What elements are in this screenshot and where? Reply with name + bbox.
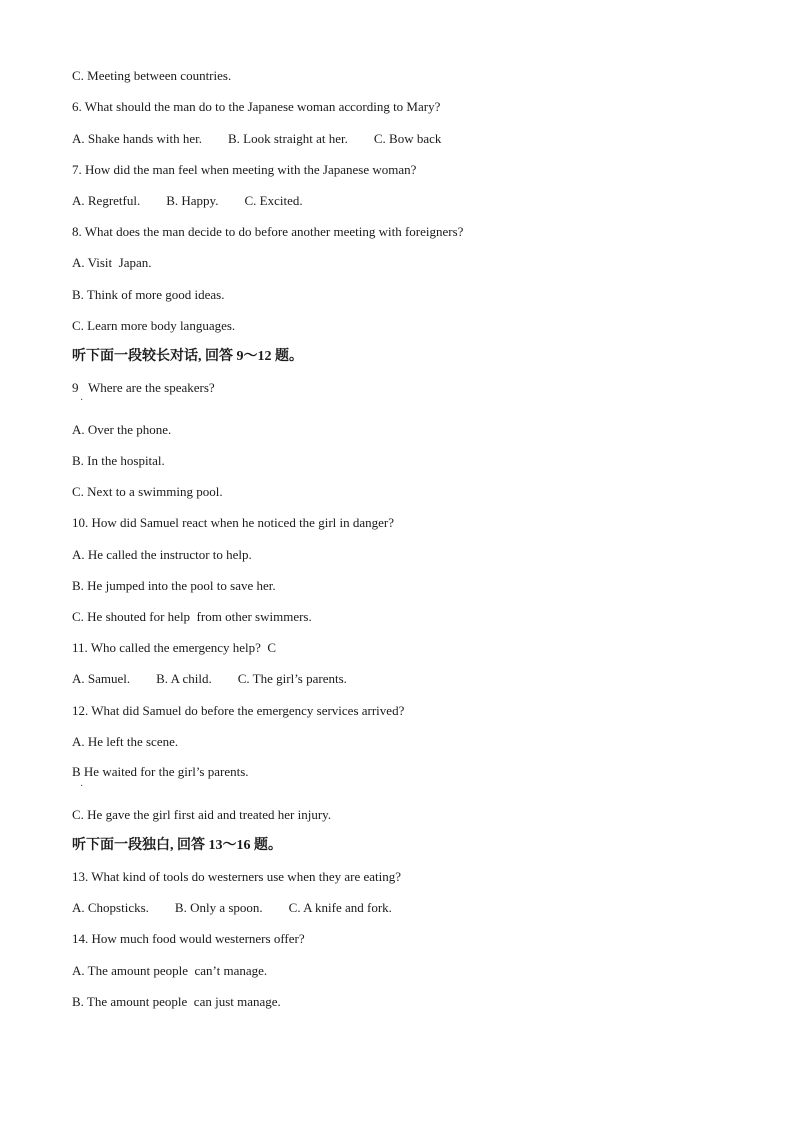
option-line: A. Regretful. B. Happy. C. Excited. bbox=[72, 193, 303, 208]
option-line: B. He jumped into the pool to save her. bbox=[72, 578, 276, 593]
option-line: A. The amount people can’t manage. bbox=[72, 963, 268, 978]
option-line: B He waited for the girl’s parents. bbox=[72, 764, 249, 779]
option-line: C. He shouted for help from other swimmers. bbox=[72, 609, 312, 624]
question-line: 13. What kind of tools do westerners use when they are eating? bbox=[72, 869, 401, 884]
option-line: A. Samuel. B. A child. C. The girl’s parents. bbox=[72, 671, 347, 686]
option-line: C. Meeting between countries. bbox=[72, 68, 232, 83]
section-heading: 听下面一段独白, 回答 13～16 题。 bbox=[72, 838, 282, 853]
option-line: B. In the hospital. bbox=[72, 453, 165, 468]
question-line: 14. How much food would westerners offer? bbox=[72, 931, 305, 946]
option-line: A. He called the instructor to help. bbox=[72, 547, 252, 562]
option-line: C. Next to a swimming pool. bbox=[72, 484, 223, 499]
option-line: B. The amount people can just manage. bbox=[72, 994, 281, 1009]
question-line: 12. What did Samuel do before the emergency services arrived? bbox=[72, 703, 405, 718]
option-line: A. Visit Japan. bbox=[72, 255, 152, 270]
option-line: C. Learn more body languages. bbox=[72, 318, 236, 333]
option-line: A. Shake hands with her. B. Look straight at her. C. Bow back bbox=[72, 131, 442, 146]
option-line: A. Chopsticks. B. Only a spoon. C. A knife and fork. bbox=[72, 900, 392, 915]
option-line: B. Think of more good ideas. bbox=[72, 287, 225, 302]
stray-dot: · bbox=[80, 781, 84, 792]
option-line: A. He left the scene. bbox=[72, 734, 179, 749]
option-line: C. He gave the girl first aid and treated her injury. bbox=[72, 807, 332, 822]
question-line: 8. What does the man decide to do before another meeting with foreigners? bbox=[72, 224, 464, 239]
question-line: 10. How did Samuel react when he noticed the girl in danger? bbox=[72, 515, 395, 530]
stray-dot: · bbox=[80, 395, 84, 406]
section-heading: 听下面一段较长对话, 回答 9～12 题。 bbox=[72, 349, 303, 364]
option-line: A. Over the phone. bbox=[72, 422, 172, 437]
question-line: 7. How did the man feel when meeting with the Japanese woman? bbox=[72, 162, 417, 177]
question-line: 9 Where are the speakers? bbox=[72, 380, 215, 395]
question-line: 11. Who called the emergency help? C bbox=[72, 640, 277, 655]
question-line: 6. What should the man do to the Japanese woman according to Mary? bbox=[72, 99, 441, 114]
